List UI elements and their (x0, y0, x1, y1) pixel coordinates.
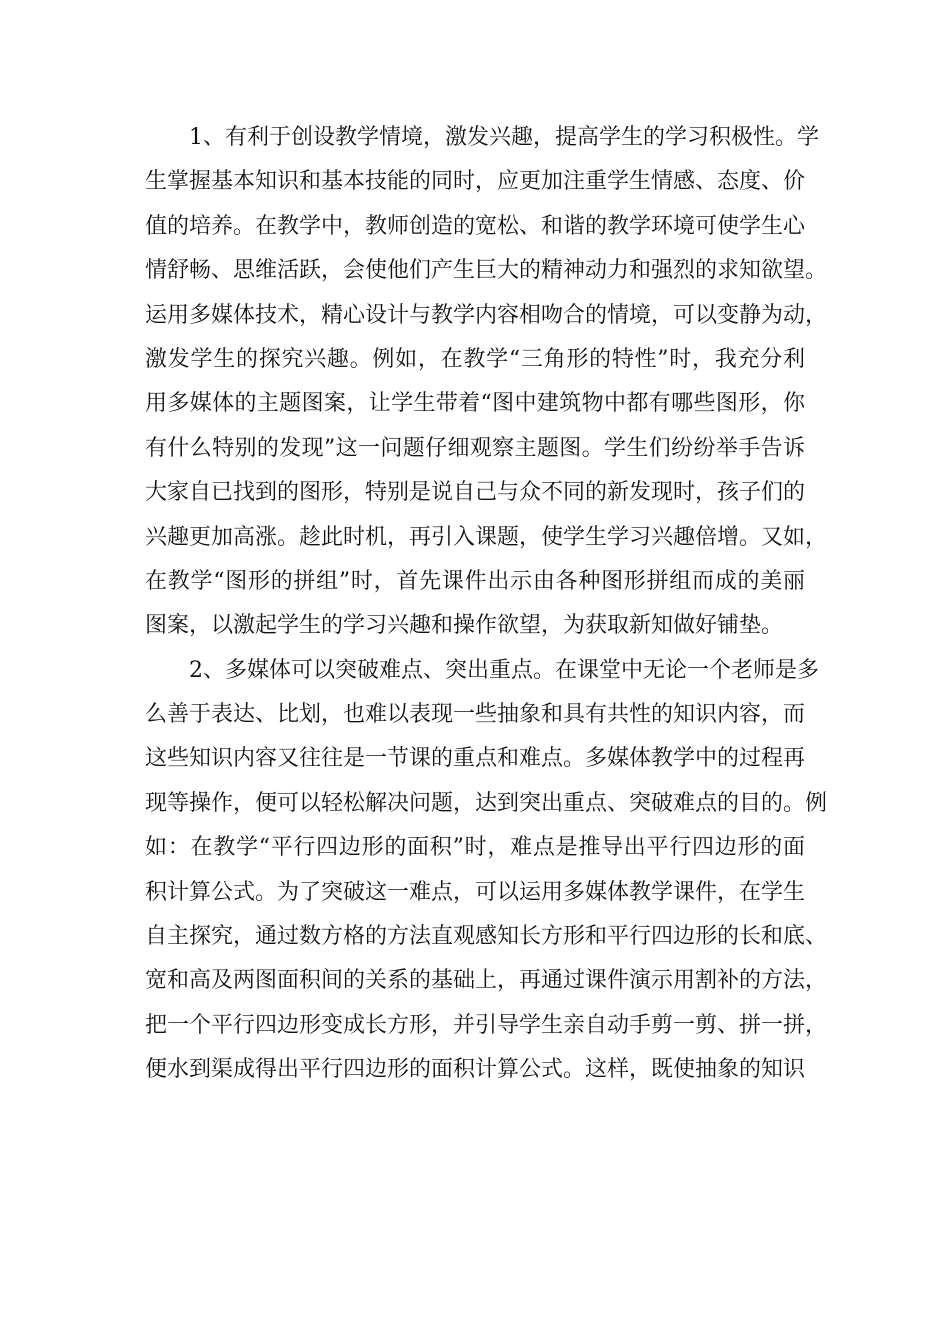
text-line: 用多媒体的主题图案，让学生带着“图中建筑物中都有哪些图形，你 (145, 391, 805, 417)
body-text (145, 116, 828, 1093)
text-line: 大家自已找到的图形，特别是说自己与众不同的新发现时，孩子们的 (145, 480, 806, 506)
text-line: 值的培养。在教学中，教师创造的宽松、和谐的教学环境可使学生心 (145, 213, 806, 239)
text-line: 么善于表达、比划，也难以表现一些抽象和具有共性的知识内容，而 (145, 702, 806, 728)
text-line: 这些知识内容又往往是一节课的重点和难点。多媒体教学中的过程再 (145, 746, 806, 772)
text-line: 把一个平行四边形变成长方形，并引导学生亲自动手剪一剪、拼一拼， (145, 1012, 828, 1038)
text-line: 便水到渠成得出平行四边形的面积计算公式。这样，既使抽象的知识 (145, 1057, 806, 1083)
text-line: 2、多媒体可以突破难点、突出重点。在课堂中无论一个老师是多 (189, 657, 819, 683)
text-line: 兴趣更加高涨。趁此时机，再引入课题，使学生学习兴趣倍增。又如， (145, 524, 828, 550)
text-line: 自主探究，通过数方格的方法直观感知长方形和平行四边形的长和底、 (145, 924, 828, 950)
text-line: 现等操作，便可以轻松解决问题，达到突出重点、突破难点的目的。例 (145, 790, 828, 816)
text-line: 运用多媒体技术，精心设计与教学内容相吻合的情境，可以变静为动， (145, 302, 828, 328)
paragraph-2 (145, 649, 828, 1093)
text-line: 生掌握基本知识和基本技能的同时，应更加注重学生情感、态度、价 (145, 169, 806, 195)
text-line: 激发学生的探究兴趣。例如，在教学“三角形的特性”时，我充分利 (145, 346, 805, 372)
text-line: 在教学“图形的拼组”时，首先课件出示由各种图形拼组而成的美丽 (145, 568, 805, 594)
text-line: 情舒畅、思维活跃，会使他们产生巨大的精神动力和强烈的求知欲望。 (145, 258, 828, 284)
text-line: 图案，以激起学生的学习兴趣和操作欲望，为获取新知做好铺垫。 (145, 613, 784, 639)
text-line: 宽和高及两图面积间的关系的基础上，再通过课件演示用割补的方法， (145, 968, 828, 994)
text-line: 1、有利于创设教学情境，激发兴趣，提高学生的学习积极性。学 (189, 125, 819, 150)
text-line: 有什么特别的发现”这一问题仔细观察主题图。学生们纷纷举手告诉 (145, 435, 805, 461)
text-line: 积计算公式。为了突破这一难点，可以运用多媒体教学课件，在学生 (145, 879, 806, 905)
text-line: 如：在教学“平行四边形的面积”时，难点是推导出平行四边形的面 (145, 835, 805, 861)
paragraph-1 (145, 116, 828, 649)
